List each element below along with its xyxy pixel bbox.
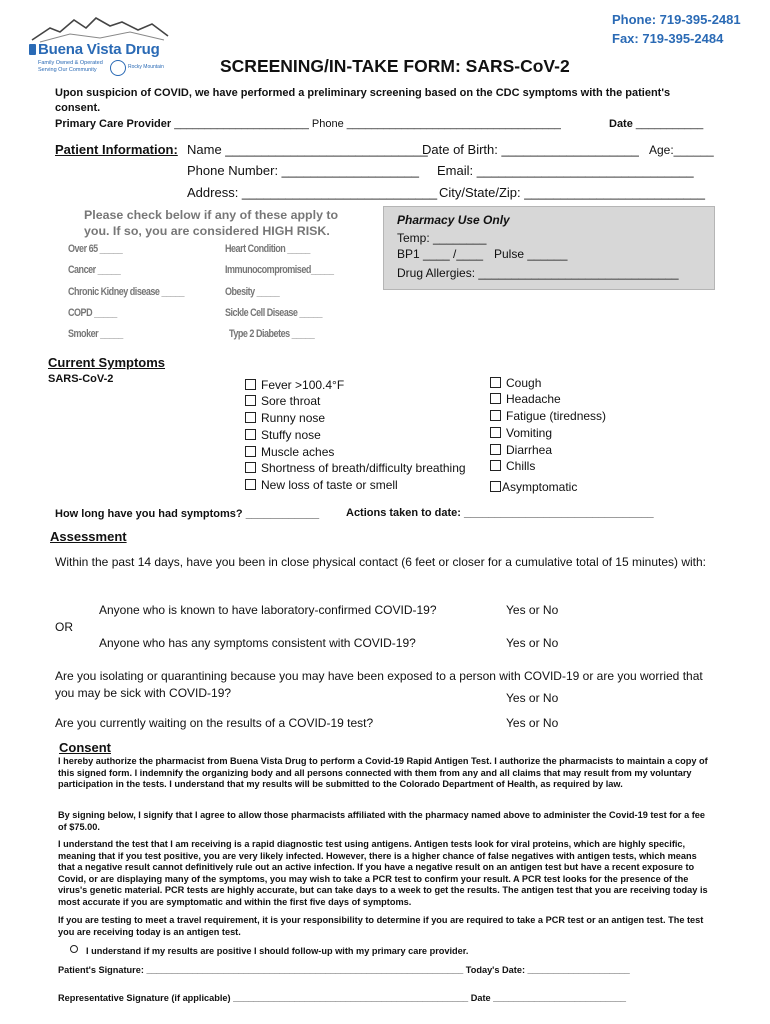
representative-signature-line[interactable]: Representative Signature (if applicable) ______________________________________________ Date __________________________: [58, 993, 627, 1003]
current-symptoms-heading: Current Symptoms: [48, 355, 166, 370]
checkbox[interactable]: [245, 462, 256, 473]
risk-obesity[interactable]: Obesity _____: [225, 286, 280, 298]
bullet-icon: [70, 945, 78, 953]
symptom-label: Stuffy nose: [261, 428, 321, 442]
symptom-asymptomatic[interactable]: [490, 480, 577, 494]
provider-date: [609, 118, 703, 130]
assessment-or: OR: [55, 620, 73, 634]
provider-line: [55, 118, 561, 130]
risk-copd[interactable]: COPD _____: [68, 307, 117, 319]
assessment-q2-answer[interactable]: Yes or No: [506, 691, 559, 705]
patient-signature-line[interactable]: Patient's Signature: ______________________________________________________________ Today's Date: ____________________: [58, 965, 630, 975]
logo-icon: [29, 44, 36, 55]
checkbox[interactable]: [245, 479, 256, 490]
provider-phone-field[interactable]: ___________________________________: [346, 118, 561, 130]
consent-paragraph-1: I hereby authorize the pharmacist from Buena Vista Drug to perform a Covid-19 Rapid Antigen Test. I authorize the pharmacists to maintain a copy of this signed form. I indemnify the organizing body and all persons connected with them from any and all claims that may result from my voluntary participation in the tests. I understand that my results will be submitted to the Colorado Department of Health, as required by law.: [58, 756, 708, 790]
fax-number: Fax: 719-395-2484: [612, 31, 724, 46]
symptom-loss-of-taste[interactable]: [245, 478, 398, 492]
intro-text: Upon suspicion of COVID, we have performed a preliminary screening based on the CDC symptoms with the patient's consent.: [55, 87, 671, 114]
checkbox[interactable]: [490, 377, 501, 388]
symptom-label: Asymptomatic: [502, 480, 578, 494]
age-field[interactable]: Age:______: [649, 143, 714, 157]
symptom-muscle-aches[interactable]: [245, 445, 334, 459]
risk-smoker[interactable]: Smoker _____: [68, 328, 123, 340]
symptom-label: Fever >100.4°F: [261, 378, 345, 392]
logo-tagline-2: Serving Our Community: [38, 67, 97, 73]
pharmacy-title: Pharmacy Use Only: [397, 213, 510, 227]
pulse-field[interactable]: Pulse ______: [494, 247, 568, 261]
checkbox[interactable]: [245, 446, 256, 457]
actions-taken-field[interactable]: Actions taken to date: _______________________________: [346, 507, 654, 519]
symptom-cough[interactable]: [490, 376, 541, 390]
assessment-q3-answer[interactable]: Yes or No: [506, 716, 559, 730]
provider-field[interactable]: ______________________: [174, 118, 309, 130]
symptom-label: Headache: [506, 392, 561, 406]
seal-text: Rocky Mountain: [128, 64, 164, 70]
consent-paragraph-2: By signing below, I signify that I agree to allow those pharmacists affiliated with the pharmacy named above to administer the Covid-19 test for a fee of $75.00.: [58, 810, 706, 832]
symptom-label: Cough: [506, 376, 542, 390]
drug-allergies-field[interactable]: Drug Allergies: ______________________________: [397, 266, 679, 280]
how-long-field[interactable]: How long have you had symptoms? ____________: [55, 508, 320, 520]
mountain-logo-graphic: [30, 14, 170, 44]
phone-number-field[interactable]: Phone Number: ___________________: [187, 163, 420, 178]
page-title: SCREENING/IN-TAKE FORM: SARS-CoV-2: [220, 56, 570, 76]
provider-phone-label: Phone: [311, 118, 344, 130]
logo: [22, 14, 172, 80]
risk-cancer[interactable]: Cancer _____: [68, 264, 121, 276]
name-field[interactable]: Name ____________________________: [187, 142, 428, 157]
symptom-diarrhea[interactable]: [490, 443, 552, 457]
city-state-zip-field[interactable]: City/State/Zip: _________________________: [439, 185, 705, 200]
assessment-q1a: Anyone who is known to have laboratory-confirmed COVID-19?: [99, 603, 437, 617]
checkbox[interactable]: [490, 460, 501, 471]
checkbox[interactable]: [490, 410, 501, 421]
checkbox[interactable]: [490, 481, 501, 492]
symptom-label: Shortness of breath/difficulty breathing: [261, 461, 466, 475]
provider-label: Primary Care Provider: [55, 118, 172, 130]
provider-date-field[interactable]: ___________: [635, 118, 704, 130]
symptom-label: Fatigue (tiredness): [506, 409, 607, 423]
checkbox[interactable]: [245, 412, 256, 423]
checkbox[interactable]: [245, 379, 256, 390]
risk-type-2-diabetes[interactable]: Type 2 Diabetes _____: [229, 328, 315, 340]
checkbox[interactable]: [490, 444, 501, 455]
dob-field[interactable]: Date of Birth: ___________________: [422, 142, 639, 157]
symptom-sore-throat[interactable]: [245, 394, 320, 408]
risk-sickle-cell[interactable]: Sickle Cell Disease _____: [225, 307, 323, 319]
symptom-headache[interactable]: [490, 392, 561, 406]
checkbox[interactable]: [490, 393, 501, 404]
assessment-q1b: Anyone who has any symptoms consistent with COVID-19?: [99, 636, 416, 650]
symptom-chills[interactable]: [490, 459, 535, 473]
assessment-q1a-answer[interactable]: Yes or No: [506, 603, 559, 617]
symptom-runny-nose[interactable]: [245, 411, 325, 425]
consent-paragraph-3: I understand the test that I am receiving is a rapid diagnostic test using antigens. Antigen tests look for viral proteins, which are highly specific, meaning that if you test positive, you are very likely infected. However, there is a higher chance of false negatives with antigen tests, which means that a negative result cannot definitively rule out an active infection. If you have a negative result on an antigen test but have a recent exposure to Covid, or are displaying many of the symptoms, you may wish to take a PCR test to confirm your result. A PCR test looks for the presence of the virus's genetic material. PCR tests are highly accurate, but can take days to a week to get the results. The antigen test that you are receiving today is most accurate if you are symptomatic and within the first five days of symptoms.: [58, 839, 708, 907]
consent-paragraph-4: If you are testing to meet a travel requirement, it is your responsibility to determine if you are required to take a PCR test or an antigen test. The test you are receiving today is an antigen test.: [58, 915, 704, 937]
checkbox[interactable]: [245, 429, 256, 440]
provider-date-label: Date: [609, 118, 633, 130]
assessment-q1: Within the past 14 days, have you been in close physical contact (6 feet or closer for a cumulative total of 15 minutes) with:: [55, 555, 706, 569]
temp-field[interactable]: Temp: ________: [397, 231, 487, 245]
symptom-stuffy-nose[interactable]: [245, 428, 321, 442]
phone-number: Phone: 719-395-2481: [612, 12, 741, 27]
symptom-label: Muscle aches: [261, 445, 335, 459]
address-field[interactable]: Address: ___________________________: [187, 185, 438, 200]
symptom-shortness-of-breath[interactable]: [245, 461, 466, 475]
high-risk-heading: Please check below if any of these apply to you. If so, you are considered HIGH RISK.: [84, 208, 339, 238]
logo-name: Buena Vista Drug: [38, 41, 160, 58]
assessment-q1b-answer[interactable]: Yes or No: [506, 636, 559, 650]
seal-icon: [110, 60, 126, 76]
risk-over-65[interactable]: Over 65 _____: [68, 243, 123, 255]
checkbox[interactable]: [245, 395, 256, 406]
risk-chronic-kidney[interactable]: Chronic Kidney disease _____: [68, 286, 185, 298]
symptom-label: Runny nose: [261, 411, 326, 425]
symptom-fever[interactable]: [245, 378, 344, 392]
assessment-heading: Assessment: [50, 529, 127, 544]
consent-bullet-text: I understand if my results are positive I should follow-up with my primary care provider.: [86, 946, 469, 956]
patient-info-heading: Patient Information:: [55, 142, 178, 157]
assessment-q3: Are you currently waiting on the results of a COVID-19 test?: [55, 716, 374, 730]
logo-tagline-1: Family Owned & Operated: [38, 60, 103, 66]
consent-heading: Consent: [59, 740, 111, 755]
symptom-vomiting[interactable]: [490, 426, 552, 440]
symptom-label: New loss of taste or smell: [261, 478, 398, 492]
risk-heart-condition[interactable]: Heart Condition _____: [225, 243, 310, 255]
sars-cov-2-label: SARS-CoV-2: [48, 373, 114, 385]
risk-immunocompromised[interactable]: Immunocompromised_____: [225, 264, 334, 276]
symptom-label: Chills: [506, 459, 536, 473]
symptom-label: Sore throat: [261, 394, 321, 408]
symptom-label: Diarrhea: [506, 443, 553, 457]
symptom-fatigue[interactable]: [490, 409, 606, 423]
bp-field[interactable]: BP1 ____ /____: [397, 247, 484, 261]
email-field[interactable]: Email: ______________________________: [437, 163, 694, 178]
consent-bullet: [70, 945, 468, 956]
symptom-label: Vomiting: [506, 426, 553, 440]
assessment-q2: Are you isolating or quarantining because you may have been exposed to a person with COVID-19 or are you worried that you may be sick with COVID-19?: [55, 669, 703, 700]
checkbox[interactable]: [490, 427, 501, 438]
